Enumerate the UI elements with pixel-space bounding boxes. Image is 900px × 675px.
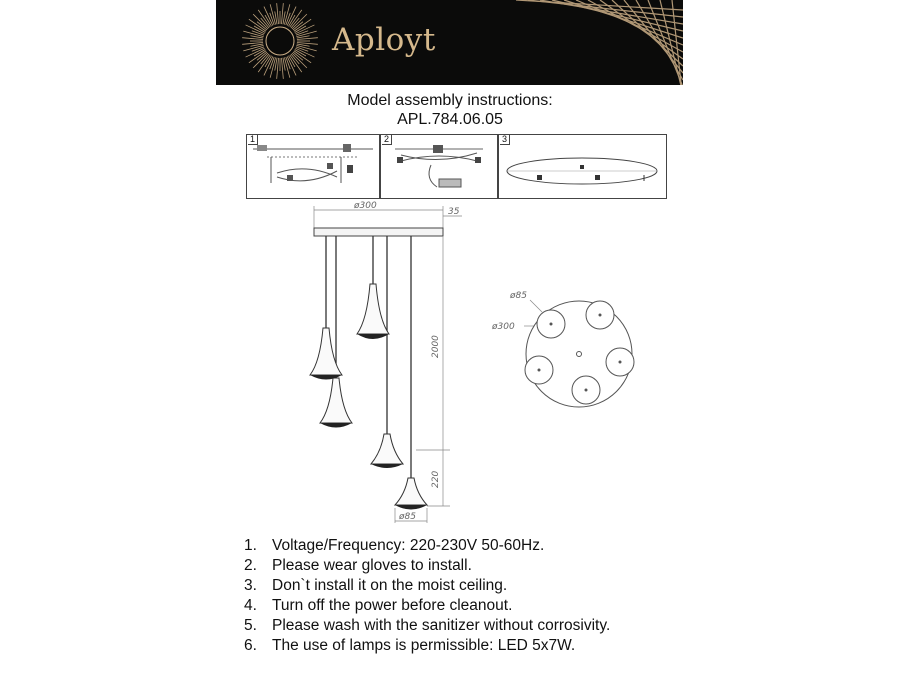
note-item (244, 576, 610, 596)
pendant-cords (326, 236, 411, 478)
max-height-label: 2000 (431, 335, 441, 358)
note-text: Turn off the power before cleanout. (272, 597, 513, 614)
note-number: 1. (244, 537, 257, 554)
step-2-panel (380, 134, 498, 199)
sun-logo-icon (242, 3, 318, 79)
step-3-illustration (499, 135, 666, 198)
model-number: APL.784.06.05 (397, 111, 503, 128)
brand-logo-text: Aployt (332, 22, 436, 58)
decorative-rays (516, 0, 683, 85)
note-number: 5. (244, 617, 257, 634)
note-number: 3. (244, 577, 257, 594)
safety-notes-list (244, 536, 610, 656)
note-number: 2. (244, 557, 257, 574)
plan-shades (525, 301, 634, 404)
canopy (314, 228, 443, 236)
banner-graphic (216, 0, 683, 85)
note-item (244, 556, 610, 576)
plan-view-drawing (484, 282, 654, 417)
plan-svg (484, 282, 654, 412)
canopy-height-label: 35 (448, 207, 460, 217)
note-text: The use of lamps is permissible: LED 5x7W. (272, 637, 576, 654)
note-text: Please wear gloves to install. (272, 557, 472, 574)
note-item (244, 536, 610, 556)
note-text: Please wash with the sanitizer without corrosivity. (272, 617, 611, 634)
note-item (244, 616, 610, 636)
step-number: 2 (382, 135, 392, 145)
step-2-illustration (381, 135, 497, 198)
step-3-panel (498, 134, 667, 199)
note-number: 6. (244, 637, 257, 654)
note-text: Voltage/Frequency: 220-230V 50-60Hz. (272, 537, 545, 554)
elevation-svg (280, 198, 490, 528)
note-number: 4. (244, 597, 257, 614)
step-1-panel (246, 134, 380, 199)
assembly-steps (246, 134, 667, 201)
note-text: Don`t install it on the moist ceiling. (272, 577, 508, 594)
note-item (244, 596, 610, 616)
pendant-shades (310, 284, 427, 505)
shade-diameter-label: ø85 (399, 512, 416, 522)
shade-height-label: 220 (431, 470, 441, 488)
instructions-title: Model assembly instructions: (347, 92, 553, 109)
plan-canopy-diameter-label: ø300 (492, 322, 515, 332)
plan-shade-diameter-label: ø85 (510, 291, 527, 301)
canopy-diameter-label: ø300 (354, 201, 377, 211)
brand-banner (216, 0, 683, 85)
side-elevation-drawing (280, 198, 490, 533)
step-1-illustration (247, 135, 379, 198)
note-item (244, 636, 610, 656)
step-number: 3 (500, 135, 510, 145)
step-number: 1 (248, 135, 258, 145)
